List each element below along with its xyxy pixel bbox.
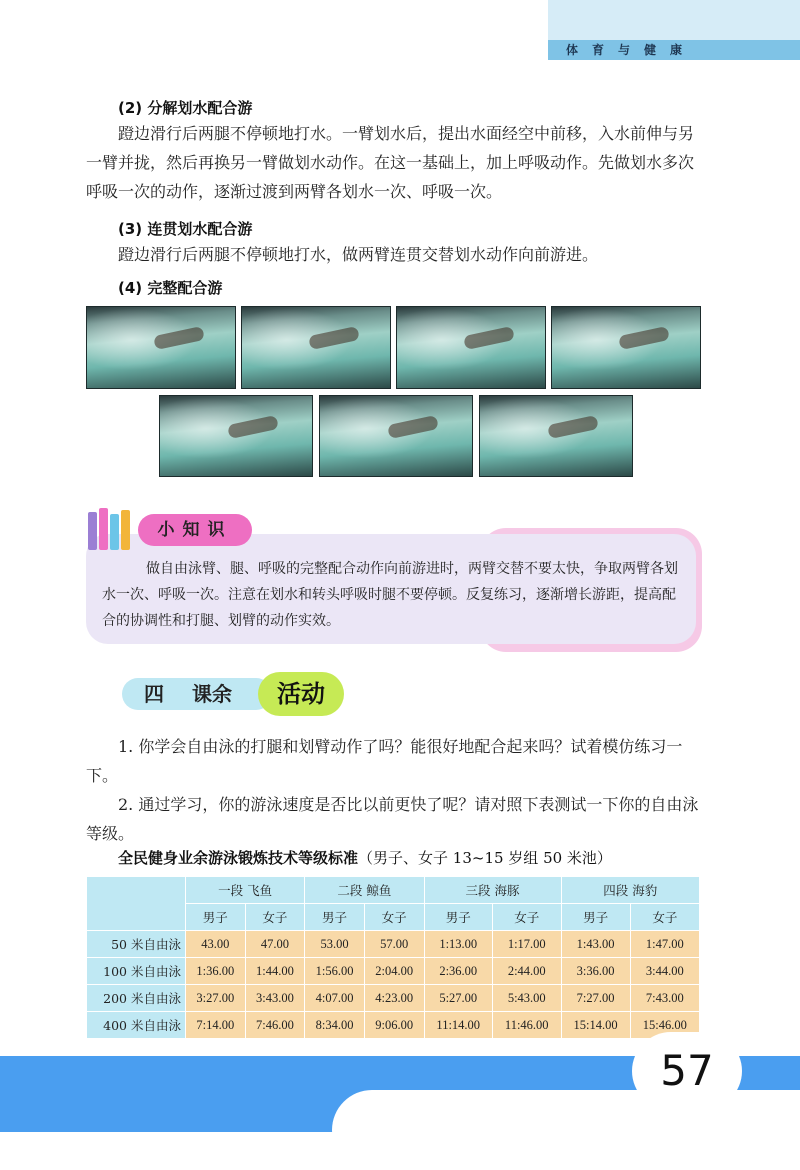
tip-text: 做自由泳臂、腿、呼吸的完整配合动作向前游进时，两臂交替不要太快，争取两臂各划水一次、呼吸一次。注意在划水和转头呼吸时腿不要停顿。反复练习，逐渐增长游距，提高配合的协调性和打腿、划臂的动作实效。 — [102, 561, 678, 629]
gender-male: 男子 — [186, 904, 246, 931]
activity-item-2: 2. 通过学习，你的游泳速度是否比以前更快了呢？请对照下表测试一下你的自由泳等级。 — [86, 795, 699, 843]
page-number: 57 — [632, 1032, 742, 1110]
table-row — [87, 985, 700, 1012]
swim-photo-6 — [319, 395, 473, 477]
gender-male: 男子 — [424, 904, 493, 931]
tip-label: 小知识 — [138, 514, 252, 546]
time-cell: 5:27.00 — [424, 985, 493, 1012]
gender-female: 女子 — [245, 904, 305, 931]
event-label: 200 米自由泳 — [87, 985, 186, 1012]
gender-female: 女子 — [493, 904, 562, 931]
gender-male: 男子 — [561, 904, 630, 931]
gender-male: 男子 — [305, 904, 365, 931]
activity-item-1: 1. 你学会自由泳的打腿和划臂动作了吗？能很好地配合起来吗？试着模仿练习一下。 — [86, 737, 683, 785]
time-cell: 1:56.00 — [305, 958, 365, 985]
time-cell: 7:43.00 — [630, 985, 699, 1012]
event-label: 50 米自由泳 — [87, 931, 186, 958]
time-cell: 3:36.00 — [561, 958, 630, 985]
pencils-icon — [88, 506, 134, 550]
table-title-sub: （男子、女子 13~15 岁组 50 米池） — [358, 849, 612, 867]
time-cell: 2:44.00 — [493, 958, 562, 985]
event-label: 400 米自由泳 — [87, 1012, 186, 1039]
swim-photo-5 — [159, 395, 313, 477]
time-cell: 7:46.00 — [245, 1012, 305, 1039]
swim-photo-7 — [479, 395, 633, 477]
time-cell: 15:46.00 — [630, 1012, 699, 1039]
time-cell: 1:47.00 — [630, 931, 699, 958]
time-cell: 7:27.00 — [561, 985, 630, 1012]
activity-number: 四 — [144, 682, 166, 706]
activity-pill — [122, 678, 272, 710]
time-cell: 7:14.00 — [186, 1012, 246, 1039]
table-level-row — [87, 877, 700, 904]
swim-photo-4 — [551, 306, 701, 389]
table-row — [87, 931, 700, 958]
time-cell: 1:13.00 — [424, 931, 493, 958]
gender-female: 女子 — [630, 904, 699, 931]
swim-photo-3 — [396, 306, 546, 389]
section-2-text: 蹬边滑行后两腿不停顿地打水。一臂划水后，提出水面经空中前移，入水前伸与另一臂并拢，然后再换另一臂做划水动作。在这一基础上，加上呼吸动作。先做划水多次呼吸一次的动作，逐渐过渡到两臂各划水一次、呼吸一次。 — [86, 124, 695, 201]
time-cell: 1:43.00 — [561, 931, 630, 958]
level-4: 四段 海豹 — [561, 877, 700, 904]
time-cell: 53.00 — [305, 931, 365, 958]
time-cell: 4:23.00 — [364, 985, 424, 1012]
activity-word: 课余 — [192, 682, 232, 706]
time-cell: 8:34.00 — [305, 1012, 365, 1039]
table-corner — [87, 877, 186, 931]
time-cell: 43.00 — [186, 931, 246, 958]
time-cell: 3:27.00 — [186, 985, 246, 1012]
running-header-title: 体育与健康 — [566, 43, 697, 57]
time-cell: 47.00 — [245, 931, 305, 958]
activity-heading — [122, 678, 342, 716]
time-cell: 1:36.00 — [186, 958, 246, 985]
time-cell: 2:04.00 — [364, 958, 424, 985]
gender-female: 女子 — [364, 904, 424, 931]
time-cell: 15:14.00 — [561, 1012, 630, 1039]
table-row — [87, 958, 700, 985]
activity-highlight: 活动 — [258, 672, 344, 716]
time-cell: 11:14.00 — [424, 1012, 493, 1039]
table-title — [118, 847, 612, 868]
time-cell: 1:44.00 — [245, 958, 305, 985]
time-cell: 2:36.00 — [424, 958, 493, 985]
time-cell: 1:17.00 — [493, 931, 562, 958]
time-cell: 11:46.00 — [493, 1012, 562, 1039]
time-cell: 3:44.00 — [630, 958, 699, 985]
section-4-title: (4) 完整配合游 — [118, 279, 223, 297]
table-row — [87, 1012, 700, 1039]
time-cell: 3:43.00 — [245, 985, 305, 1012]
section-2-title: (2) 分解划水配合游 — [118, 99, 253, 117]
table-title-main: 全民健身业余游泳锻炼技术等级标准 — [118, 849, 359, 867]
time-cell: 5:43.00 — [493, 985, 562, 1012]
swim-photo-2 — [241, 306, 391, 389]
section-3-text: 蹬边滑行后两腿不停顿地打水，做两臂连贯交替划水动作向前游进。 — [118, 245, 599, 264]
swim-photo-1 — [86, 306, 236, 389]
grade-standard-table — [86, 876, 700, 1039]
level-1: 一段 飞鱼 — [186, 877, 305, 904]
time-cell: 57.00 — [364, 931, 424, 958]
time-cell: 4:07.00 — [305, 985, 365, 1012]
event-label: 100 米自由泳 — [87, 958, 186, 985]
section-3-title: (3) 连贯划水配合游 — [118, 220, 253, 238]
time-cell: 9:06.00 — [364, 1012, 424, 1039]
level-2: 二段 鲸鱼 — [305, 877, 424, 904]
footer-curve — [332, 1090, 800, 1170]
level-3: 三段 海豚 — [424, 877, 561, 904]
